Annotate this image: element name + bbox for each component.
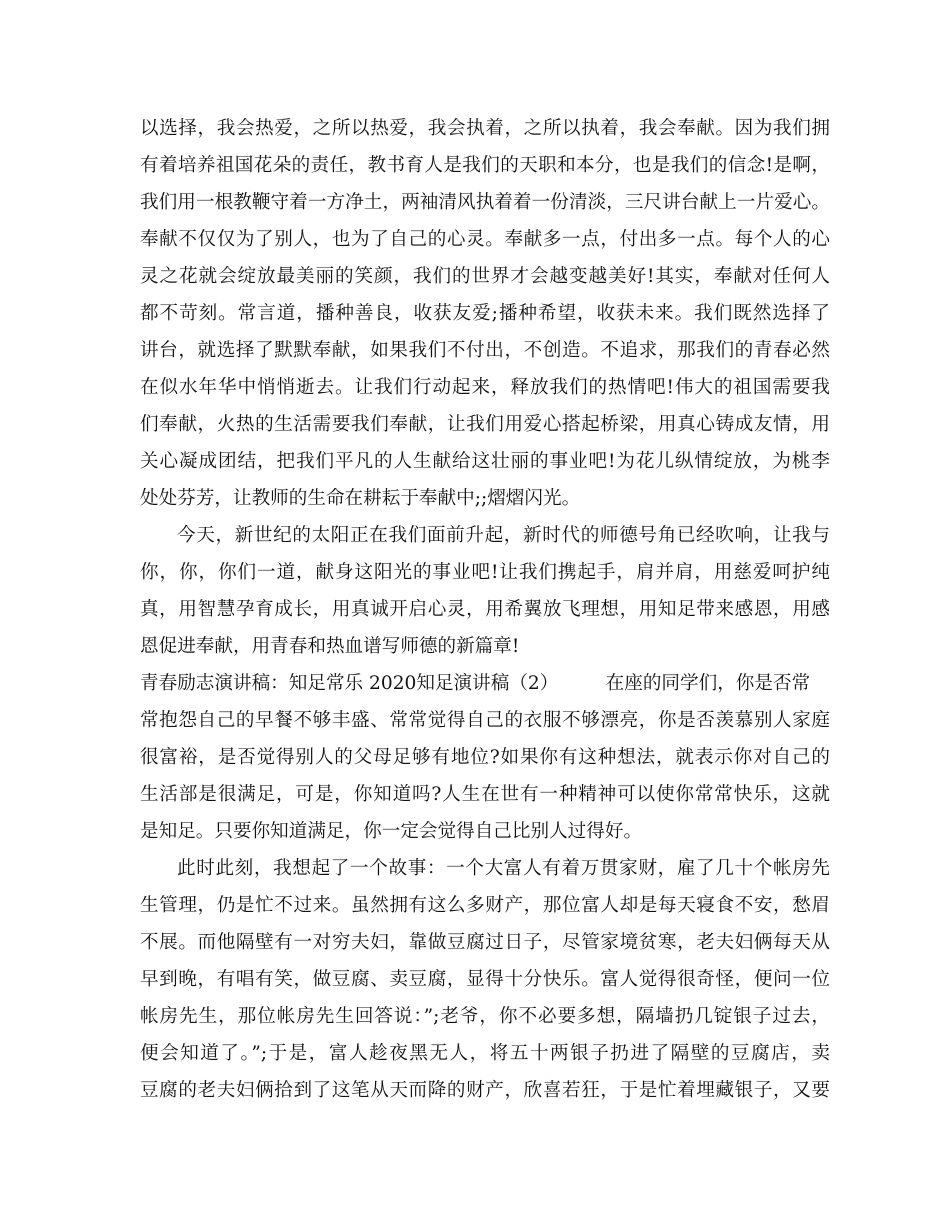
text-line: 处处芬芳，让教师的生命在耕耘于奉献中;;熠熠闪光。 bbox=[140, 488, 581, 509]
text-line: 常抱怨自己的早餐不够丰盛、常常觉得自己的衣服不够漂亮，你是否羡慕别人家庭 bbox=[140, 710, 830, 731]
paragraph-first-line: 今天，新世纪的太阳正在我们面前升起，新时代的师德号角已经吹响，让我与 bbox=[177, 525, 830, 546]
text-line: 在似水年华中悄悄逝去。让我们行动起来，释放我们的热情吧!伟大的祖国需要我 bbox=[140, 377, 830, 398]
text-line: 们奉献，火热的生活需要我们奉献，让我们用爱心搭起桥梁，用真心铸成友情，用 bbox=[140, 414, 830, 435]
text-line: 豆腐的老夫妇俩拾到了这笔从天而降的财产，欣喜若狂，于是忙着埋藏银子，又要 bbox=[140, 1080, 830, 1101]
section-title-line: 青春励志演讲稿：知足常乐 2020知足演讲稿（2） 在座的同学们，你是否常 bbox=[140, 673, 811, 694]
text-line: 有着培养祖国花朵的责任，教书育人是我们的天职和本分，也是我们的信念!是啊， bbox=[140, 155, 830, 176]
text-line: 奉献不仅仅为了别人，也为了自己的心灵。奉献多一点，付出多一点。每个人的心 bbox=[140, 229, 830, 250]
text-line: 便会知道了。”;于是，富人趁夜黑无人，将五十两银子扔进了隔壁的豆腐店，卖 bbox=[140, 1043, 830, 1064]
text-line: 我们用一根教鞭守着一方净土，两袖清风执着着一份清淡，三尺讲台献上一片爱心。 bbox=[140, 192, 830, 213]
text-line: 早到晚，有唱有笑，做豆腐、卖豆腐，显得十分快乐。富人觉得很奇怪，便问一位 bbox=[140, 969, 830, 990]
paragraph-first-line: 此时此刻，我想起了一个故事：一个大富人有着万贯家财，雇了几十个帐房先 bbox=[177, 858, 830, 879]
text-line: 你，你，你们一道，献身这阳光的事业吧!让我们携起手，肩并肩，用慈爱呵护纯 bbox=[140, 562, 830, 583]
text-line: 讲台，就选择了默默奉献，如果我们不付出，不创造。不追求，那我们的青春必然 bbox=[140, 340, 830, 361]
text-line: 都不苛刻。常言道，播种善良，收获友爱;播种希望，收获未来。我们既然选择了 bbox=[140, 303, 830, 324]
text-line: 很富裕，是否觉得别人的父母足够有地位?如果你有这种想法，就表示你对自己的 bbox=[140, 747, 830, 768]
text-line: 灵之花就会绽放最美丽的笑颜，我们的世界才会越变越美好!其实，奉献对任何人 bbox=[140, 266, 830, 287]
text-line: 生管理，仍是忙不过来。虽然拥有这么多财产，那位富人却是每天寝食不安，愁眉 bbox=[140, 895, 830, 916]
text-line: 恩促进奉献，用青春和热血谱写师德的新篇章! bbox=[140, 636, 520, 657]
text-line: 以选择，我会热爱，之所以热爱，我会执着，之所以执着，我会奉献。因为我们拥 bbox=[140, 118, 830, 139]
text-line: 不展。而他隔壁有一对穷夫妇，靠做豆腐过日子，尽管家境贫寒，老夫妇俩每天从 bbox=[140, 932, 830, 953]
text-line: 帐房先生，那位帐房先生回答说：”;老爷，你不必要多想，隔墙扔几锭银子过去， bbox=[140, 1006, 830, 1027]
text-line: 生活部是很满足，可是，你知道吗?人生在世有一种精神可以使你常常快乐，这就 bbox=[140, 784, 830, 805]
text-line: 是知足。只要你知道满足，你一定会觉得自己比别人过得好。 bbox=[140, 821, 643, 842]
text-line: 关心凝成团结，把我们平凡的人生献给这壮丽的事业吧!为花儿纵情绽放，为桃李 bbox=[140, 451, 830, 472]
text-line: 真，用智慧孕育成长，用真诚开启心灵，用希翼放飞理想，用知足带来感恩，用感 bbox=[140, 599, 830, 620]
